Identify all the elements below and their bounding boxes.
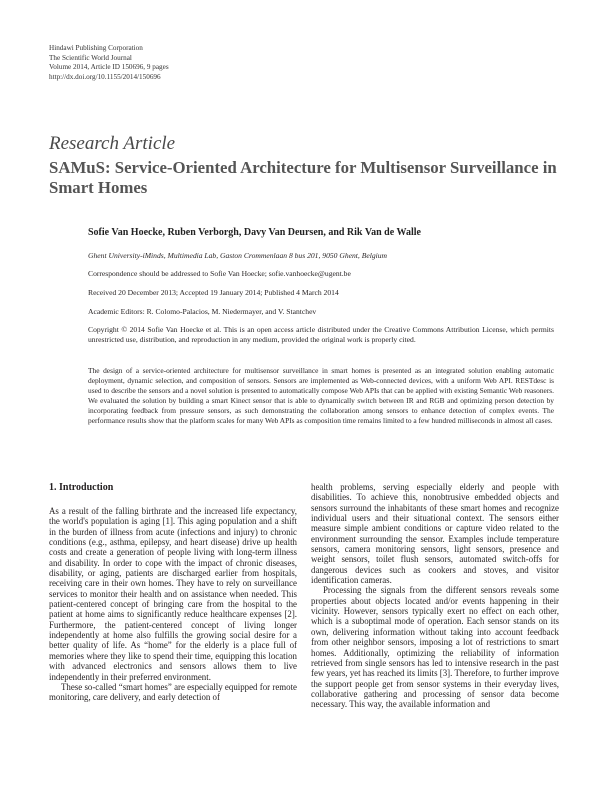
body-paragraph: These so-called “smart homes” are especially equipped for remote monitoring, care delivery, and early detection of: [49, 681, 297, 703]
body-paragraph: Processing the signals from the different sensors reveals some properties about objects located and/or events happening in their vicinity. However, sensors typically exert no effect on each other, which is a suboptimal mode of operation. Each sensor stands on its own, delivering information without taking into account feedback from other neighbor sensors, imposing a lot of restrictions to smart homes. Additionally, optimizing the reliability of information retrieved from single sensors has led to intensive research in the past few years, yet has reached its limits [3]. Therefore, to further improve the support people get from sensor systems in their everyday lives, collaborative gathering and processing of sensor data become necessary. This way, the available information and: [311, 585, 559, 710]
publisher-line: Hindawi Publishing Corporation: [49, 44, 143, 52]
copyright-notice: Copyright © 2014 Sofie Van Hoecke et al. This is an open access article distributed under the Creative Commons Attribution License, which permits unrestricted use, distribution, and reproduction in any medium, provided the original work is properly cited.: [88, 325, 554, 344]
right-column: [311, 482, 559, 710]
body-paragraph: health problems, serving especially elderly and people with disabilities. To achieve this, nonobtrusive embedded objects and sensors surround the inhabitants of these smart homes and recognize individual users and their situational context. The sensors either measure simple ambient conditions or capture video related to the environment surrounding the sensor. Examples include temperature sensors, camera monitoring sensors, light sensors, presence and weight sensors, toilet flush sensors, automated switch-offs for dangerous devices such as cookers and stoves, and visitor identification cameras.: [311, 482, 559, 586]
journal-masthead: [49, 44, 169, 82]
paper-title: SAMuS: Service-Oriented Architecture for Multisensor Surveillance in Smart Homes: [49, 158, 557, 197]
left-column: [49, 506, 297, 703]
affiliation: Ghent University-iMinds, Multimedia Lab, Gaston Crommenlaan 8 bus 201, 9050 Ghent, Belgium: [88, 251, 388, 260]
section-heading: 1. Introduction: [49, 482, 114, 493]
volume-line: Volume 2014, Article ID 150696, 9 pages: [49, 63, 169, 72]
article-type: Research Article: [49, 133, 176, 154]
publication-dates: Received 20 December 2013; Accepted 19 January 2014; Published 4 March 2014: [88, 288, 339, 297]
academic-editors: Academic Editors: R. Colomo-Palacios, M. Niedermayer, and V. Stantchev: [88, 307, 317, 316]
author-list: Sofie Van Hoecke, Ruben Verborgh, Davy Van Deursen, and Rik Van de Walle: [88, 227, 421, 238]
abstract: The design of a service-oriented architecture for multisensor surveillance in smart homes is presented as an integrated solution enabling automatic deployment, dynamic selection, and composition of sensors. Sensors are implemented as Web-connected devices, with a uniform Web API. RESTdesc is used to describe the sensors and a novel solution is presented to automatically compose Web APIs that can be applied with existing Semantic Web reasoners. We evaluated the solution by building a smart Kinect sensor that is able to dynamically switch between IR and RGB and optimizing person detection by incorporating feedback from pressure sensors, as such demonstrating the collaboration among sensors to enhance detection of complex events. The performance results show that the platform scales for many Web APIs as composition time remains limited to a few hundred milliseconds in almost all cases.: [88, 366, 554, 425]
doi-link[interactable]: http://dx.doi.org/10.1155/2014/150696: [49, 72, 161, 81]
body-paragraph: As a result of the falling birthrate and the increased life expectancy, the world's population is aging [1]. This aging population and a shift in the burden of illness from acute (infections and injury) to chronic conditions (e.g., asthma, epilepsy, and heart disease) drive up health costs and create a generation of people living with long-term illness and disability. In order to cope with the impact of chronic diseases, disability, or aging, patients are discharged earlier from hospitals, receiving care in their own homes. They have to rely on surveillance services to monitor their health and on assistance when needed. This patient-centered concept of bringing care from the hospital to the patient at home aims to significantly reduce healthcare expenses [2]. Furthermore, the patient-centered concept of living longer independently at home also fulfills the growing social desire for a better quality of life. As “home” for the elderly is a place full of memories where they like to spend their time, equipping this location with advanced electronics and sensors allows them to live independently in their preferred environment.: [49, 506, 297, 682]
correspondence: Correspondence should be addressed to Sofie Van Hoecke; sofie.vanhoecke@ugent.be: [88, 269, 351, 278]
journal-name: The Scientific World Journal: [49, 53, 132, 62]
